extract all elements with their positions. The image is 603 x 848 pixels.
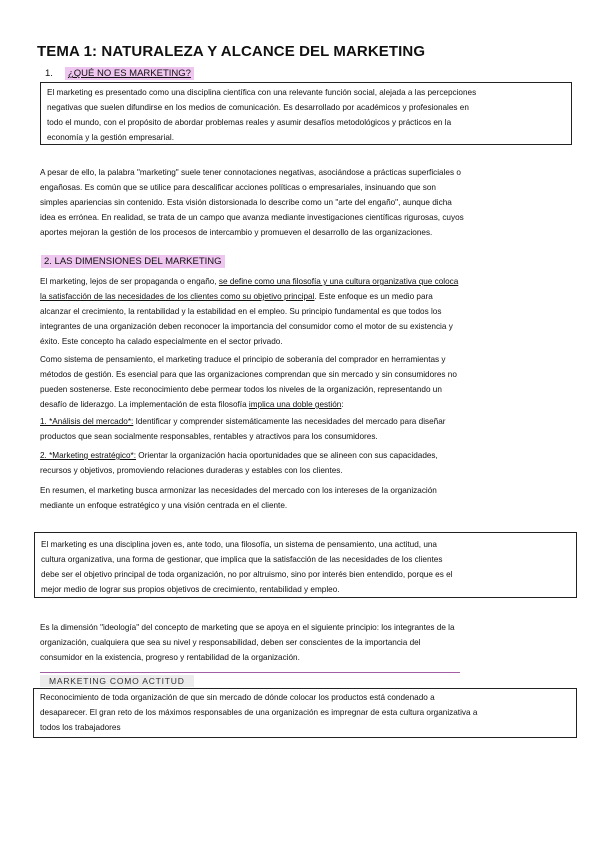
underlined-phrase: implica una doble gestión <box>248 400 342 409</box>
box-line: Reconocimiento de toda organización de que sin mercado de dónde colocar los productos está condenado a <box>40 693 435 702</box>
summary-paragraph <box>40 483 585 513</box>
para-line: Como sistema de pensamiento, el marketing traduce el principio de soberanía del comprador en herramientas y <box>40 355 446 364</box>
box-line: todos los trabajadores <box>40 723 121 732</box>
para-line: métodos de gestión. Es esencial para que las organizaciones comprendan que sin mercado y sin consumidores no <box>40 370 457 379</box>
list-item-market-analysis <box>40 414 585 444</box>
para-line: pueden sostenerse. Este reconocimiento debe permear todos los niveles de la organización, representando un <box>40 385 442 394</box>
text-run: Identificar y comprender sistemáticamente las necesidades del mercado para diseñar <box>133 417 446 426</box>
section-1-number: 1. <box>45 68 53 79</box>
box-line: economía y la gestión empresarial. <box>47 133 174 142</box>
para-line: mediante un enfoque estratégico y una visión centrada en el cliente. <box>40 501 288 510</box>
box-line: desaparecer. El gran reto de los máximos responsables de una organización es impregnar de esta cultura organizativa a <box>40 708 478 717</box>
box-line: todo el mundo, con el propósito de abordar problemas reales y asumir desafíos metodológicos y prácticos en la <box>47 118 452 127</box>
box-line: mejor medio de lograr sus propios objetivos de crecimiento, rentabilidad y empleo. <box>41 585 340 594</box>
text-run: . Este enfoque es un medio para <box>314 292 433 301</box>
para-line: organización, cualquiera que sea su nivel y responsabilidad, deben ser conscientes de la importancia del <box>40 638 421 647</box>
text-run: : <box>341 400 344 409</box>
section-3-title: MARKETING COMO ACTITUD <box>40 675 194 687</box>
para-line: Es la dimensión "ideología" del concepto de marketing que se apoya en el siguiente principio: los integrantes de la <box>40 623 455 632</box>
underlined-definition: la satisfacción de las necesidades de los clientes como su objetivo principal <box>40 292 315 301</box>
para-line: aportes mejoran la gestión de los procesos de intercambio y promueven el desarrollo de las organizaciones. <box>40 228 433 237</box>
philosophy-box <box>34 532 577 598</box>
philosophy-paragraph <box>40 274 585 349</box>
section-3-heading <box>40 676 440 686</box>
box-line: El marketing es una disciplina joven es, ante todo, una filosofía, un sistema de pensamiento, una actitud, una <box>41 540 437 549</box>
section-1-title: ¿QUÉ NO ES MARKETING? <box>65 67 194 80</box>
ideology-paragraph <box>40 620 585 665</box>
definition-box <box>40 82 572 145</box>
underlined-definition: se define como una filosofía y una cultura organizativa que coloca <box>218 277 459 286</box>
page-title: TEMA 1: NATURALEZA Y ALCANCE DEL MARKETING <box>37 43 426 60</box>
para-line: productos que sean socialmente responsables, rentables y atractivos para los consumidores. <box>40 432 378 441</box>
para-line: recursos y objetivos, promoviendo relaciones duraderas y estables con los clientes. <box>40 466 343 475</box>
para-line: idea es errónea. En realidad, se trata de un campo que avanza mediante investigaciones científicas rigurosas, cuyos <box>40 213 464 222</box>
list-item-strategic-marketing <box>40 448 585 478</box>
para-line: A pesar de ello, la palabra "marketing" suele tener connotaciones negativas, asociándose a prácticas superficiales o <box>40 168 461 177</box>
list-item-label: 2. *Marketing estratégico*: <box>40 451 137 460</box>
para-line: alcanzar el crecimiento, la rentabilidad y la estabilidad en el empleo. Su principio fundamental es que todos los <box>40 307 442 316</box>
para-line: consumidor en la existencia, progreso y rentabilidad de la organización. <box>40 653 300 662</box>
para-line: éxito. Este concepto ha calado especialmente en el sector privado. <box>40 337 283 346</box>
box-line: cultura organizativa, una forma de gestionar, que implica que la satisfacción de las necesidades de los clientes <box>41 555 443 564</box>
section-2-title: 2. LAS DIMENSIONES DEL MARKETING <box>41 255 225 268</box>
para-line: engañosas. Es común que se utilice para descalificar acciones políticas o empresariales, insinuando que son <box>40 183 436 192</box>
box-line: negativas que suelen difundirse en los medios de comunicación. Es desarrollado por académicos y profesionales en <box>47 103 469 112</box>
para-line: integrantes de una organización deben reconocer la importancia del consumidor como el motor de su existencia y <box>40 322 453 331</box>
para-line: simples apariencias sin contenido. Esta visión distorsionada lo describe como un "arte del engaño", aunque dicha <box>40 198 452 207</box>
box-line: debe ser el objetivo principal de toda organización, no por altruismo, sino por interés bien entendido, porque es el <box>41 570 453 579</box>
text-run: Orientar la organización hacia oportunidades que se alineen con sus capacidades, <box>136 451 438 460</box>
text-run: desafío de liderazgo. La implementación de esta filosofía <box>40 400 249 409</box>
section-1-heading <box>45 68 194 79</box>
section-3-rule <box>40 672 460 673</box>
section-2-heading <box>41 256 225 267</box>
negative-connotations-paragraph <box>40 165 580 240</box>
box-line: El marketing es presentado como una disciplina científica con una relevante función social, alejada a las percepciones <box>47 88 477 97</box>
thought-system-paragraph <box>40 352 585 412</box>
attitude-box <box>33 688 577 738</box>
text-run: El marketing, lejos de ser propaganda o engaño, <box>40 277 219 286</box>
list-item-label: 1. *Análisis del mercado*: <box>40 417 134 426</box>
para-line: En resumen, el marketing busca armonizar las necesidades del mercado con los intereses de la organización <box>40 486 437 495</box>
